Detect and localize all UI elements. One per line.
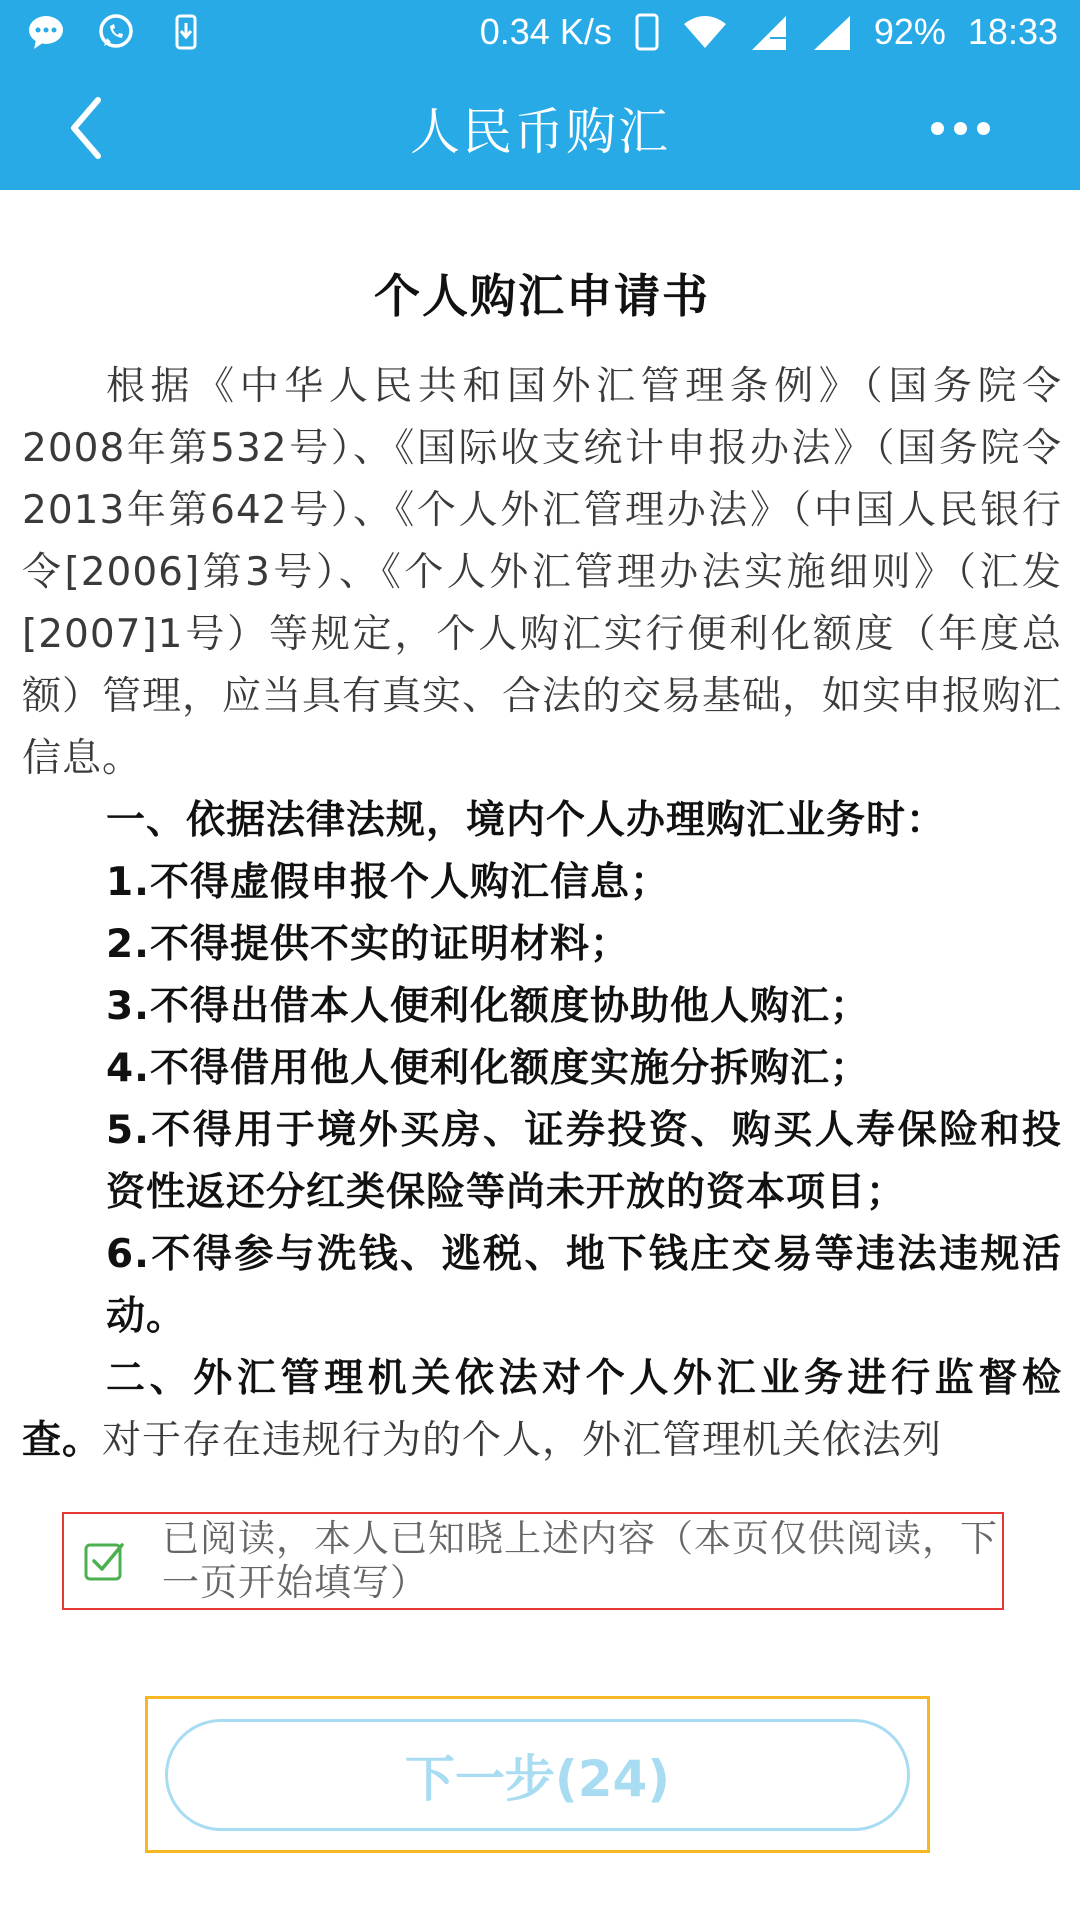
clock: 18:33 [967, 11, 1058, 52]
more-options-button[interactable] [910, 110, 1010, 146]
section1-heading: 一、依据法律法规，境内个人办理购汇业务时： [106, 798, 947, 843]
intro-paragraph: 根据《中华人民共和国外汇管理条例》（国务院令2008年第532号）、《国际收支统计申报办法》（国务院令2013年第642号）、《个人外汇管理办法》（中国人民银行令[2006]第3号）、《个人外汇管理办法实施细则》（汇发[2007]1号）等规定，个人购汇实行便利化额度（年度总额）管理，应当具有真实、合法的交易基础，如实申报购汇信息。 [22, 364, 1063, 781]
more-dot-icon [977, 122, 990, 135]
battery-level: 92% [873, 11, 946, 52]
agreement-label: 已阅读，本人已知晓上述内容（本页仅供阅读，下一页开始填写） [162, 1517, 998, 1604]
page-title: 人民币购汇 [410, 103, 670, 161]
section2-text: 对于存在违规行为的个人，外汇管理机关依法列 [102, 1418, 943, 1463]
next-step-button[interactable]: 下一步(24) [165, 1719, 910, 1831]
rule-item: 6.不得参与洗钱、逃税、地下钱庄交易等违法违规活动。 [106, 1232, 1062, 1339]
rule-item: 5.不得用于境外买房、证券投资、购买人寿保险和投资性返还分红类保险等尚未开放的资本项目； [106, 1108, 1062, 1215]
document-content [22, 190, 1062, 1472]
document-body [22, 356, 1062, 1472]
phone-icon [634, 12, 660, 52]
checkbox-checked-icon[interactable] [82, 1539, 126, 1583]
rule-item: 3.不得出借本人便利化额度协助他人购汇； [106, 984, 870, 1029]
signal-icon [812, 12, 852, 52]
message-icon [26, 12, 66, 52]
agreement-checkbox-row[interactable] [62, 1512, 1004, 1610]
phone-download-icon [166, 12, 206, 52]
section2-paragraph [22, 1348, 1062, 1472]
whatsapp-icon [96, 12, 136, 52]
notification-icons [26, 12, 206, 52]
signal-r-icon [750, 12, 790, 52]
next-button-highlight [145, 1696, 930, 1853]
more-dot-icon [954, 122, 967, 135]
section2-heading: 二、外汇管理机关依法对个人外汇业务进行监督检查。 [22, 1356, 1062, 1463]
rule-item: 2.不得提供不实的证明材料； [106, 922, 630, 967]
more-dot-icon [931, 122, 944, 135]
app-bar [0, 64, 1080, 190]
status-bar [0, 0, 1080, 64]
rule-item: 4.不得借用他人便利化额度实施分拆购汇； [106, 1046, 870, 1091]
rule-item: 1.不得虚假申报个人购汇信息； [106, 860, 670, 905]
document-title: 个人购汇申请书 [374, 269, 710, 323]
system-status [480, 11, 1058, 53]
wifi-icon [682, 12, 728, 52]
network-speed: 0.34 K/s [479, 11, 612, 52]
